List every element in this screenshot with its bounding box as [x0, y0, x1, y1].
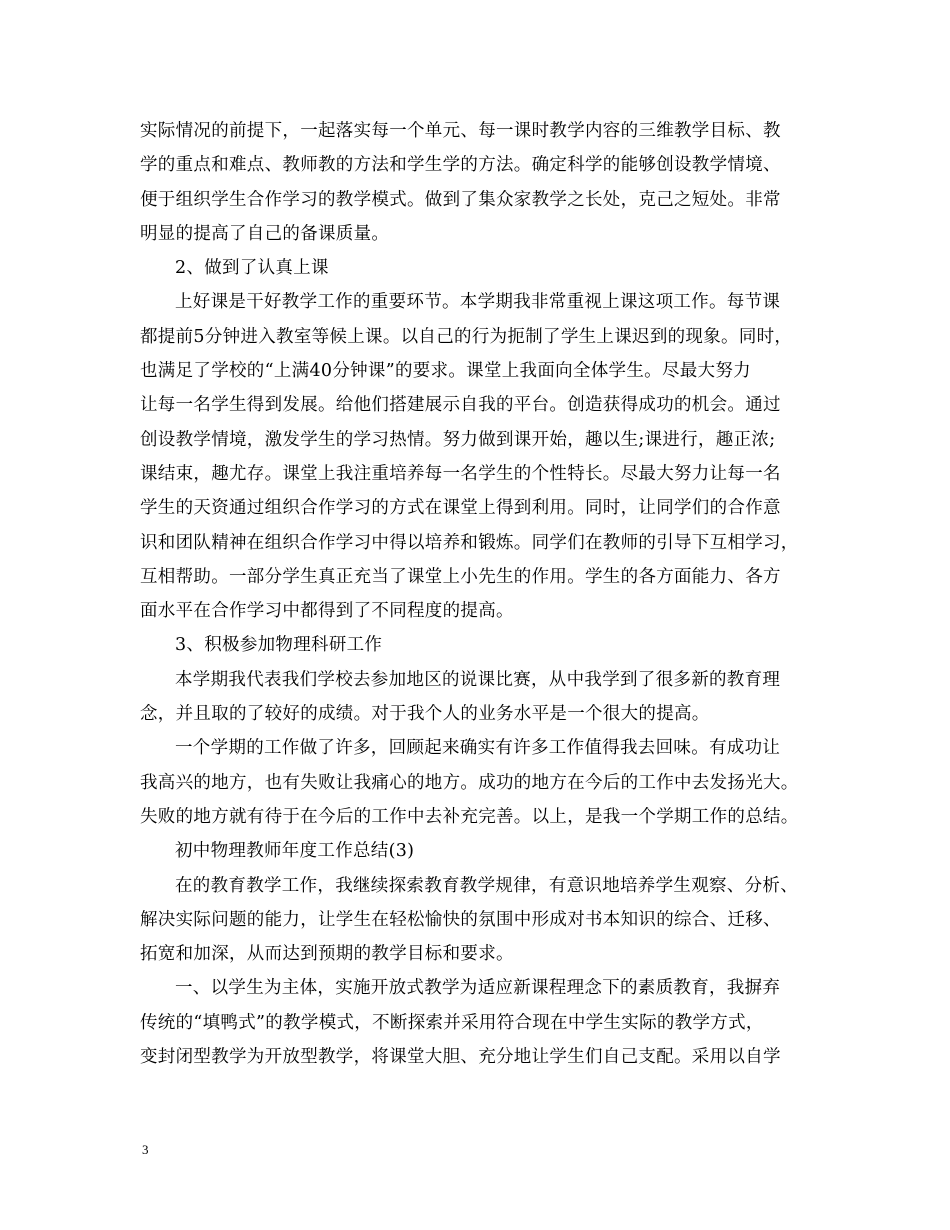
text-line: 本学期我代表我们学校去参加地区的说课比赛，从中我学到了很多新的教育理	[175, 669, 781, 690]
text-line: 让每一名学生得到发展。给他们搭建展示自我的平台。创造获得成功的机会。通过	[140, 395, 781, 416]
text-line: 在的教育教学工作，我继续探索教育教学规律，有意识地培养学生观察、分析、	[175, 875, 798, 896]
text-line: 识和团队精神在组织合作学习中得以培养和锻炼。同学们在教师的引导下互相学习，	[140, 532, 799, 553]
text-line: 创设教学情境，激发学生的学习热情。努力做到课开始，趣以生;课进行，趣正浓;	[140, 429, 776, 450]
text-line: 实际情况的前提下，一起落实每一个单元、每一课时教学内容的三维教学目标、教	[140, 121, 781, 141]
section-heading: 2、做到了认真上课	[175, 258, 329, 279]
text-line: 传统的“填鸭式”的教学模式，不断探索并采用符合现在中学生实际的教学方式，	[140, 1012, 764, 1033]
text-line: 一、以学生为主体，实施开放式教学为适应新课程理念下的素质教育，我摒弃	[175, 978, 781, 999]
text-line: 学的重点和难点、教师教的方法和学生学的方法。确定科学的能够创设教学情境、	[140, 155, 781, 176]
text-line: 我高兴的地方，也有失败让我痛心的地方。成功的地方在今后的工作中去发扬光大。	[140, 772, 799, 793]
text-line: 都提前5分钟进入教室等候上课。以自己的行为扼制了学生上课迟到的现象。同时，	[140, 326, 793, 347]
text-line: 也满足了学校的“上满40分钟课”的要求。课堂上我面向全体学生。尽最大努力	[140, 361, 751, 382]
text-line: 念，并且取的了较好的成绩。对于我个人的业务水平是一个很大的提高。	[140, 704, 710, 725]
text-line: 面水平在合作学习中都得到了不同程度的提高。	[140, 601, 514, 622]
text-line: 互相帮助。一部分学生真正充当了课堂上小先生的作用。学生的各方面能力、各方	[140, 566, 781, 587]
text-line: 便于组织学生合作学习的教学模式。做到了集众家教学之长处，克己之短处。非常	[140, 189, 781, 210]
text-line: 课结束，趣尤存。课堂上我注重培养每一名学生的个性特长。尽最大努力让每一名	[140, 463, 781, 484]
text-line: 学生的天资通过组织合作学习的方式在课堂上得到利用。同时，让同学们的合作意	[140, 498, 781, 519]
text-line: 拓宽和加深，从而达到预期的教学目标和要求。	[140, 944, 514, 965]
text-line: 明显的提高了自己的备课质量。	[140, 223, 390, 244]
text-line: 失败的地方就有待于在今后的工作中去补充完善。以上，是我一个学期工作的总结。	[140, 806, 799, 827]
document-title: 初中物理教师年度工作总结(3)	[175, 841, 415, 862]
text-line: 解决实际问题的能力，让学生在轻松愉快的氛围中形成对书本知识的综合、迁移、	[140, 909, 781, 930]
section-heading: 3、积极参加物理科研工作	[175, 635, 383, 656]
text-line: 一个学期的工作做了许多，回顾起来确实有许多工作值得我去回味。有成功让	[175, 738, 781, 759]
page-number: 3	[142, 1142, 149, 1157]
body-text	[140, 114, 830, 1074]
text-line: 上好课是干好教学工作的重要环节。本学期我非常重视上课这项工作。每节课	[175, 292, 781, 313]
text-line: 变封闭型教学为开放型教学，将课堂大胆、充分地让学生们自己支配。采用以自学	[140, 1047, 781, 1068]
